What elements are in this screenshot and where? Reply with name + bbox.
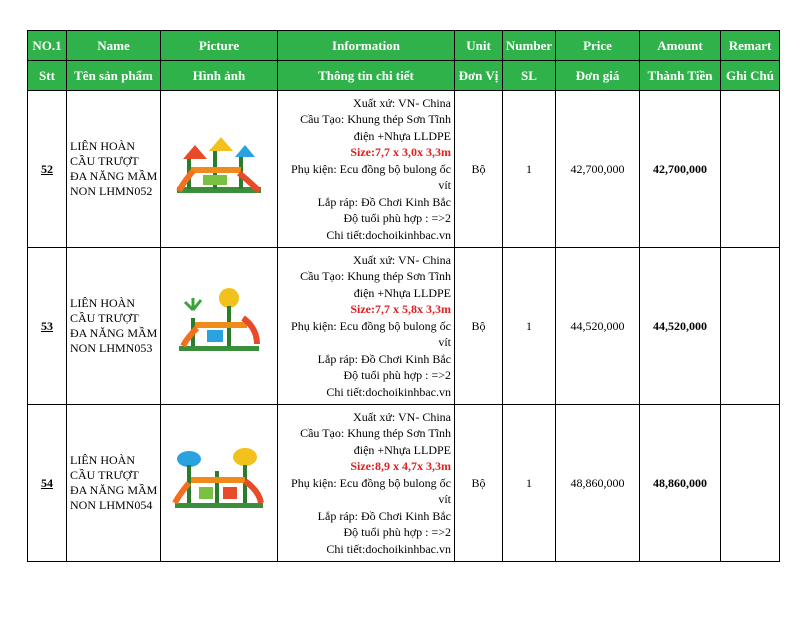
info-age: Độ tuổi phù hợp : =>2 [343,525,451,540]
stt-link[interactable]: 52 [41,161,53,176]
product-name [67,248,161,405]
table-row [28,91,780,248]
info-accessory: vít [438,335,451,350]
info-detail: Chi tiết:dochoikinhbac.vn [326,227,451,242]
info-structure: điện +Nhựa LLDPE [353,442,451,457]
info-assembly: Lắp ráp: Đồ Chơi Kinh Bắc [317,508,451,523]
header-picture: Picture [161,31,278,61]
row-unit: Bộ [455,405,503,562]
row-amount: 44,520,000 [640,248,721,405]
name-line: CẦU TRƯỢT [70,468,139,482]
row-stt[interactable] [28,405,67,562]
row-remark [721,91,780,248]
name-line: ĐA NĂNG MẦM [70,483,158,497]
row-price: 44,520,000 [556,248,640,405]
playground-image [171,445,267,517]
info-size: Size:8,9 x 4,7x 3,3m [350,459,451,474]
header-row-vietnamese [28,61,780,91]
header-total: Thành Tiền [640,61,721,91]
product-name [67,91,161,248]
header-unit-vi: Đơn Vị [455,61,503,91]
info-age: Độ tuổi phù hợp : =>2 [343,211,451,226]
info-assembly: Lắp ráp: Đồ Chơi Kinh Bắc [317,194,451,209]
info-structure: Cầu Tạo: Khung thép Sơn Tĩnh [300,426,451,441]
name-line: ĐA NĂNG MẦM [70,169,158,183]
info-origin: Xuất xứ: VN- China [353,95,451,110]
name-line: LIÊN HOÀN [70,296,135,310]
product-picture [161,248,278,405]
info-structure: Cầu Tạo: Khung thép Sơn Tĩnh [300,269,451,284]
info-accessory: Phụ kiện: Ecu đồng bộ bulong ốc [291,318,451,333]
playground-image [173,131,265,203]
header-amount: Amount [640,31,721,61]
name-line: NON LHMN054 [70,498,153,512]
row-remark [721,248,780,405]
header-price: Price [556,31,640,61]
product-name [67,405,161,562]
row-unit: Bộ [455,91,503,248]
name-line: LIÊN HOÀN [70,453,135,467]
row-price: 48,860,000 [556,405,640,562]
info-size: Size:7,7 x 3,0x 3,3m [350,145,451,160]
info-detail: Chi tiết:dochoikinhbac.vn [326,541,451,556]
row-amount: 48,860,000 [640,405,721,562]
info-structure: điện +Nhựa LLDPE [353,285,451,300]
header-quantity: SL [503,61,556,91]
product-info [278,405,455,562]
row-price: 42,700,000 [556,91,640,248]
header-information: Information [278,31,455,61]
header-detail-info: Thông tin chi tiết [278,61,455,91]
product-quote-table [27,30,780,562]
name-line: ĐA NĂNG MẦM [70,326,158,340]
name-line: NON LHMN053 [70,341,153,355]
stt-link[interactable]: 53 [41,318,53,333]
row-quantity: 1 [503,248,556,405]
info-size: Size:7,7 x 5,8x 3,3m [350,302,451,317]
table-row [28,248,780,405]
info-accessory: vít [438,492,451,507]
row-unit: Bộ [455,248,503,405]
info-age: Độ tuổi phù hợp : =>2 [343,368,451,383]
info-accessory: Phụ kiện: Ecu đồng bộ bulong ốc [291,161,451,176]
info-origin: Xuất xứ: VN- China [353,252,451,267]
header-stt: Stt [28,61,67,91]
info-origin: Xuất xứ: VN- China [353,409,451,424]
info-accessory: Phụ kiện: Ecu đồng bộ bulong ốc [291,475,451,490]
info-structure: Cầu Tạo: Khung thép Sơn Tĩnh [300,112,451,127]
row-remark [721,405,780,562]
row-amount: 42,700,000 [640,91,721,248]
name-line: CẦU TRƯỢT [70,154,139,168]
header-row-english [28,31,780,61]
header-remark: Remart [721,31,780,61]
header-unit-price: Đơn giá [556,61,640,91]
header-unit: Unit [455,31,503,61]
header-name: Name [67,31,161,61]
row-stt[interactable] [28,91,67,248]
header-number: Number [503,31,556,61]
row-quantity: 1 [503,405,556,562]
name-line: NON LHMN052 [70,184,153,198]
playground-image [173,288,265,360]
table-row [28,405,780,562]
product-picture [161,405,278,562]
name-line: CẦU TRƯỢT [70,311,139,325]
info-accessory: vít [438,178,451,193]
product-info [278,248,455,405]
info-structure: điện +Nhựa LLDPE [353,128,451,143]
row-quantity: 1 [503,91,556,248]
info-assembly: Lắp ráp: Đồ Chơi Kinh Bắc [317,351,451,366]
header-image: Hình ảnh [161,61,278,91]
header-product-name: Tên sản phẩm [67,61,161,91]
info-detail: Chi tiết:dochoikinhbac.vn [326,384,451,399]
row-stt[interactable] [28,248,67,405]
header-note: Ghi Chú [721,61,780,91]
name-line: LIÊN HOÀN [70,139,135,153]
product-picture [161,91,278,248]
product-info [278,91,455,248]
stt-link[interactable]: 54 [41,475,53,490]
header-no: NO.1 [28,31,67,61]
